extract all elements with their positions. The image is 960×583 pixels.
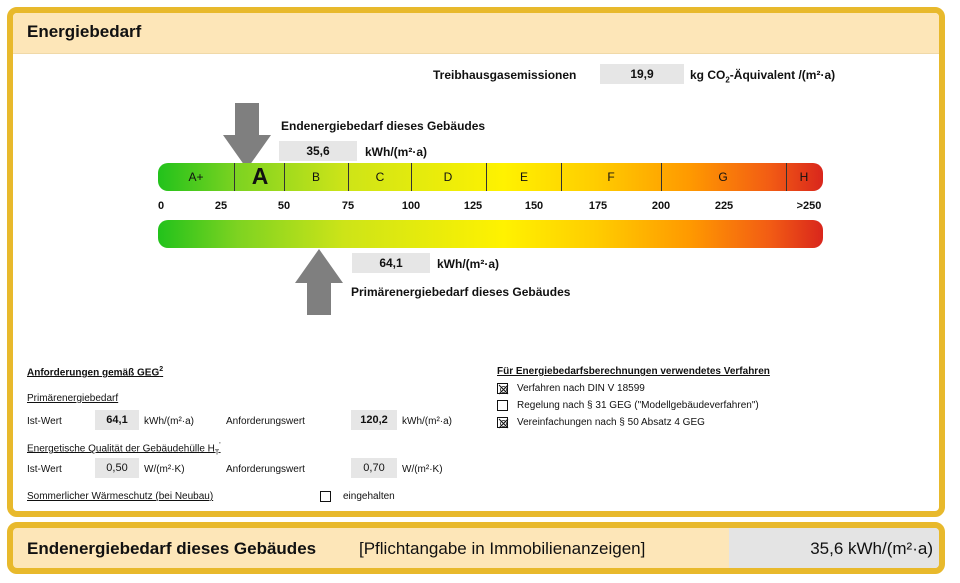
- procedure-model-label: Regelung nach § 31 GEG ("Modellgebäudeverfahren"): [517, 400, 759, 411]
- procedure-din-checkbox[interactable]: [497, 383, 508, 394]
- primary-energy-scale: [158, 220, 823, 248]
- primary-ist-value: 64,1: [95, 410, 139, 430]
- panel-header: [13, 13, 939, 54]
- emissions-unit: kg $CO_2$-Äquivalent /(m²·a): [690, 68, 836, 85]
- primary-anf-unit: kWh/(m²·a): [402, 416, 452, 427]
- check-x-icon: [498, 384, 509, 395]
- scale-tick: 150: [524, 200, 544, 212]
- primary-requirement-title: Primärenergiebedarf: [27, 393, 119, 404]
- envelope-anf-unit: W/(m²·K): [402, 464, 443, 475]
- class-label: E: [519, 170, 529, 184]
- summer-protection-checkbox[interactable]: [320, 491, 331, 502]
- scale-tick: 50: [277, 200, 291, 212]
- class-label: F: [607, 170, 615, 184]
- class-label: A+: [188, 170, 204, 184]
- primary-anf-value: 120,2: [351, 410, 397, 430]
- envelope-anf-label: Anforderungswert: [226, 464, 305, 475]
- scale-tick: 125: [463, 200, 483, 212]
- emissions-label: Treibhausgasemissionen: [433, 68, 577, 82]
- procedure-din-label: Verfahren nach DIN V 18599: [517, 383, 645, 394]
- envelope-ist-unit: W/(m²·K): [144, 464, 185, 475]
- class-label: C: [375, 170, 385, 184]
- summer-protection-label: eingehalten: [343, 491, 395, 502]
- summer-protection-title: Sommerlicher Wärmeschutz (bei Neubau): [27, 491, 214, 502]
- primary-ist-unit: kWh/(m²·a): [144, 416, 194, 427]
- scale-tick: 100: [401, 200, 421, 212]
- energy-class-scale: [158, 163, 823, 191]
- scale-tick: 0: [157, 200, 165, 212]
- procedure-simplified-checkbox[interactable]: [497, 417, 508, 428]
- footer-value: 35,6 kWh/(m²·a): [810, 539, 933, 558]
- procedures-title: Für Energiebedarfsberechnungen verwendetes Verfahren: [497, 366, 770, 377]
- class-label: B: [311, 170, 321, 184]
- scale-tick: 200: [651, 200, 671, 212]
- primary-anf-label: Anforderungswert: [226, 416, 305, 427]
- energy-demand-panel: [7, 7, 945, 517]
- end-energy-unit: kWh/(m²·a): [365, 145, 427, 159]
- procedure-simplified-label: Vereinfachungen nach § 50 Absatz 4 GEG: [517, 417, 705, 428]
- primary-energy-arrow-icon: [295, 249, 343, 315]
- scale-tick: 75: [341, 200, 355, 212]
- procedure-model-checkbox[interactable]: [497, 400, 508, 411]
- footer-title: Endenergiebedarf dieses Gebäudes: [27, 539, 317, 558]
- footer-panel: [7, 522, 945, 574]
- envelope-requirement-title: Energetische Qualität der Gebäudehülle $H_T'$: [27, 442, 221, 457]
- footer-value-box: [729, 528, 939, 568]
- end-energy-arrow-icon: [223, 103, 271, 169]
- panel-title: Energiebedarf: [27, 22, 142, 41]
- primary-energy-unit: kWh/(m²·a): [437, 257, 499, 271]
- end-energy-label: Endenergiebedarf dieses Gebäudes: [281, 119, 486, 133]
- primary-energy-label: Primärenergiebedarf dieses Gebäudes: [351, 285, 571, 299]
- class-label: H: [799, 170, 809, 184]
- scale-tick: >250: [796, 200, 822, 212]
- scale-tick: 25: [214, 200, 228, 212]
- envelope-ist-label: Ist-Wert: [27, 464, 62, 475]
- class-label: D: [443, 170, 453, 184]
- footer-note: [Pflichtangabe in Immobilienanzeigen]: [359, 539, 646, 558]
- end-energy-value: 35,6: [279, 141, 357, 161]
- scale-tick: 225: [714, 200, 734, 212]
- scale-tick: 175: [588, 200, 608, 212]
- envelope-ist-value: 0,50: [95, 458, 139, 478]
- primary-energy-value: 64,1: [352, 253, 430, 273]
- emissions-value: 19,9: [600, 64, 684, 84]
- envelope-anf-value: 0,70: [351, 458, 397, 478]
- class-label: G: [718, 170, 728, 184]
- check-x-icon: [498, 418, 509, 429]
- requirements-title: Anforderungen gemäß GEG$^2$: [27, 366, 164, 379]
- primary-ist-label: Ist-Wert: [27, 416, 62, 427]
- class-label-current: A: [251, 163, 269, 189]
